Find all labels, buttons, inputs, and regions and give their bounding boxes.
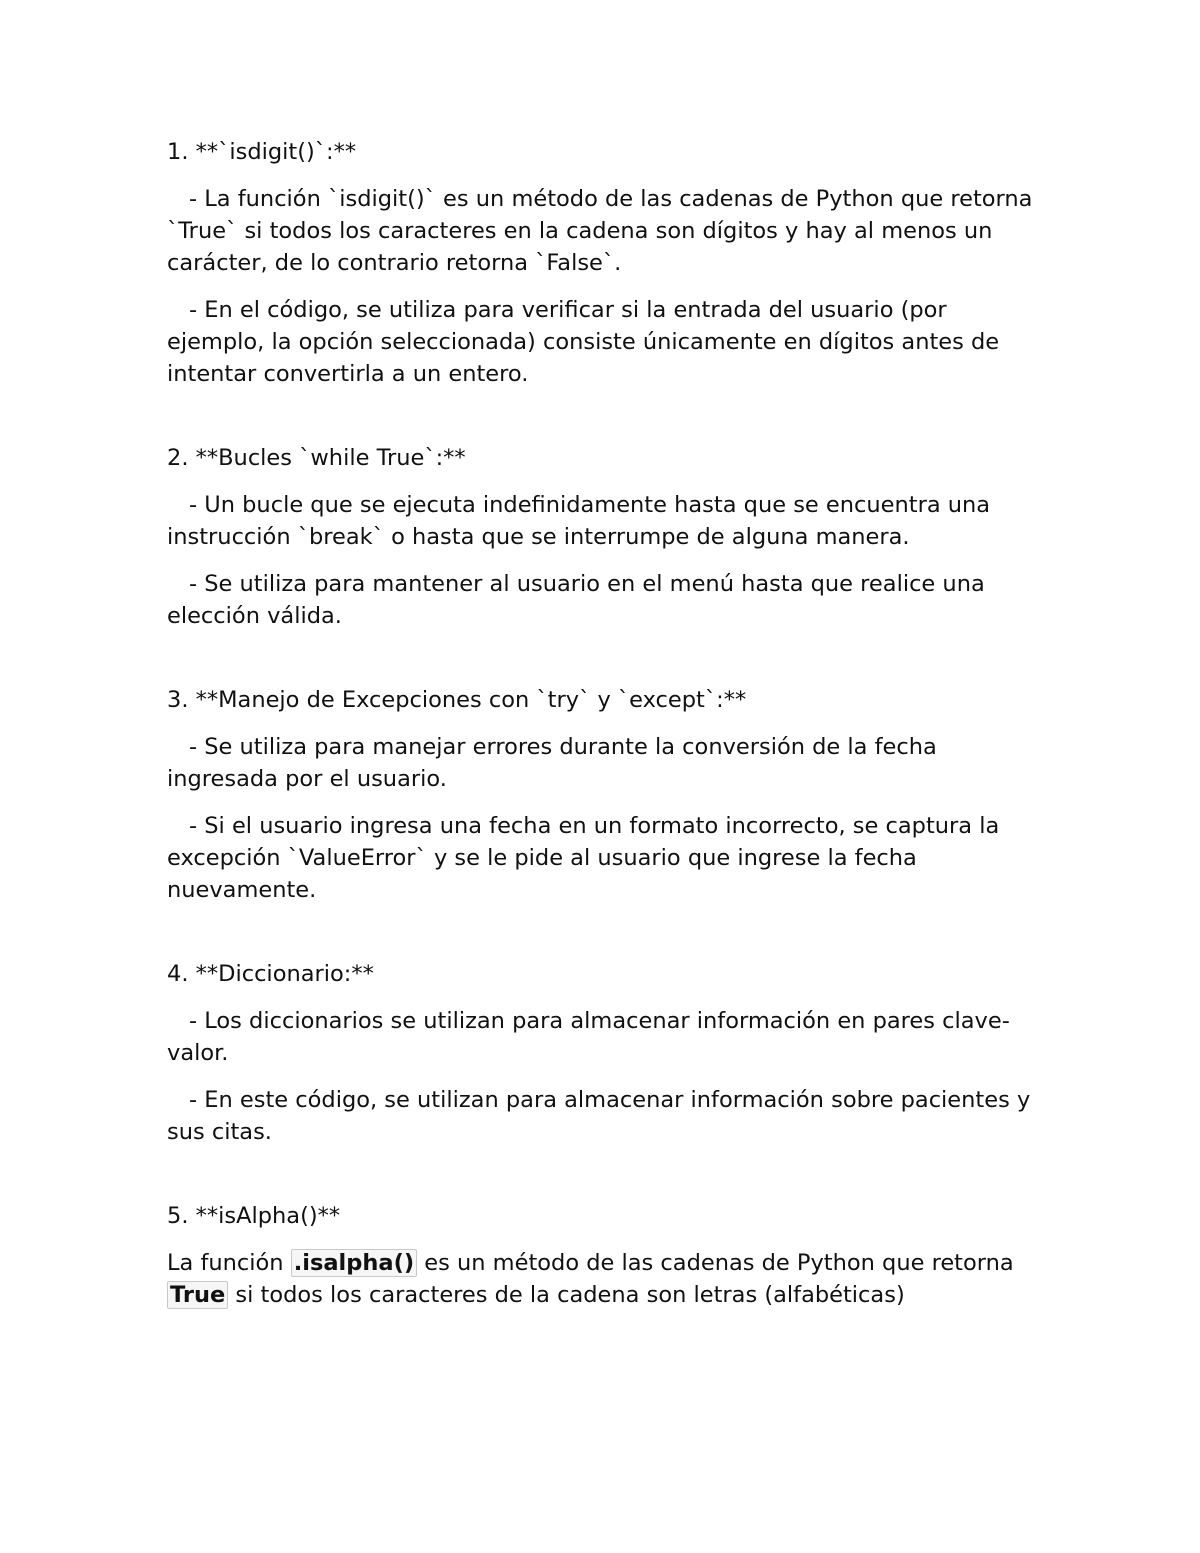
paragraph-text: - Los diccionarios se utilizan para almacenar información en pares clave-valor. [167,1008,1010,1066]
paragraph-text: - En este código, se utilizan para almacenar información sobre pacientes y sus citas. [167,1087,1031,1145]
section-exceptions [167,684,1047,906]
section-heading: 1. **`isdigit()`:** [167,139,357,165]
section-paragraph [167,731,1047,795]
section-paragraph [167,489,1047,553]
paragraph-text: - En el código, se utiliza para verificar si la entrada del usuario (por ejemplo, la opción seleccionada) consiste únicamente en dígitos antes de intentar convertirla a un entero. [167,297,1000,387]
section-paragraph [167,568,1047,632]
section-while-true [167,442,1047,632]
paragraph-text: La función [167,1250,291,1276]
inline-code: .isalpha() [291,1249,417,1277]
section-heading: 2. **Bucles `while True`:** [167,445,466,471]
section-paragraph [167,1247,1047,1311]
paragraph-text: - La función `isdigit()` es un método de las cadenas de Python que retorna `True` si todos los caracteres en la cadena son dígitos y hay al menos un carácter, de lo contrario retorna `False`. [167,186,1033,276]
paragraph-text: es un método de las cadenas de Python que retorna [417,1250,1014,1276]
section-paragraph [167,183,1047,279]
section-isalpha [167,1200,1047,1311]
section-heading: 5. **isAlpha()** [167,1203,341,1229]
paragraph-text: - Se utiliza para manejar errores durante la conversión de la fecha ingresada por el usuario. [167,734,937,792]
section-isdigit [167,136,1047,390]
document-body [167,136,1047,1311]
section-dictionary [167,958,1047,1148]
section-heading: 3. **Manejo de Excepciones con `try` y `except`:** [167,687,747,713]
paragraph-text: si todos los caracteres de la cadena son letras (alfabéticas) [228,1282,905,1308]
section-paragraph [167,294,1047,390]
section-paragraph [167,810,1047,906]
section-heading: 4. **Diccionario:** [167,961,374,987]
paragraph-text: - Un bucle que se ejecuta indefinidamente hasta que se encuentra una instrucción `break` o hasta que se interrumpe de alguna manera. [167,492,991,550]
inline-code: True [167,1281,228,1309]
section-paragraph [167,1084,1047,1148]
paragraph-text: - Si el usuario ingresa una fecha en un formato incorrecto, se captura la excepción `ValueError` y se le pide al usuario que ingrese la fecha nuevamente. [167,813,1000,903]
section-paragraph [167,1005,1047,1069]
paragraph-text: - Se utiliza para mantener al usuario en el menú hasta que realice una elección válida. [167,571,985,629]
